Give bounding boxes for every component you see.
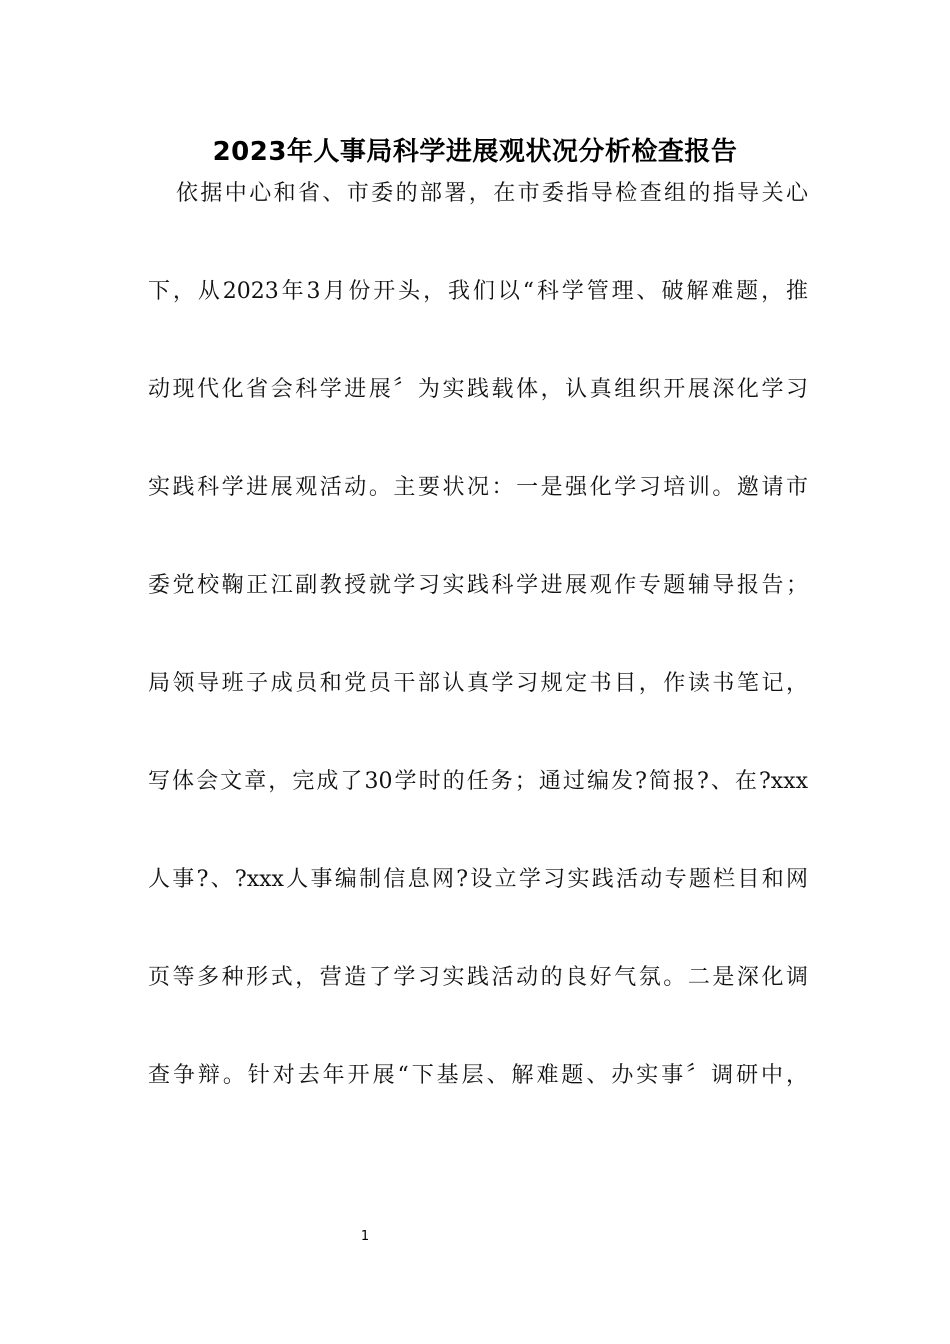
- body-line-7: 写体会文章，完成了30学时的任务；通过编发?简报?、在?xxx: [148, 769, 808, 794]
- body-line-6: 局领导班子成员和党员干部认真学习规定书目，作读书笔记，: [148, 671, 808, 696]
- body-line-9: 页等多种形式，营造了学习实践活动的良好气氛。二是深化调: [148, 965, 808, 990]
- body-line-3: 动现代化省会科学进展〞为实践载体，认真组织开展深化学习: [148, 377, 808, 402]
- body-line-5: 委党校鞠正江副教授就学习实践科学进展观作专题辅导报告；: [148, 573, 808, 598]
- page-number: 1: [360, 1229, 370, 1244]
- body-line-2: 下，从2023年3月份开头，我们以“科学管理、破解难题，推: [148, 279, 808, 304]
- body-line-10: 查争辩。针对去年开展“下基层、解难题、办实事〞调研中，: [148, 1063, 808, 1088]
- body-line-8: 人事?、?xxx人事编制信息网?设立学习实践活动专题栏目和网: [148, 867, 808, 892]
- body-line-4: 实践科学进展观活动。主要状况：一是强化学习培训。邀请市: [148, 475, 808, 500]
- document-title: 2023年人事局科学进展观状况分析检查报告: [212, 137, 738, 167]
- body-line-1: 依据中心和省、市委的部署，在市委指导检查组的指导关心: [176, 181, 808, 206]
